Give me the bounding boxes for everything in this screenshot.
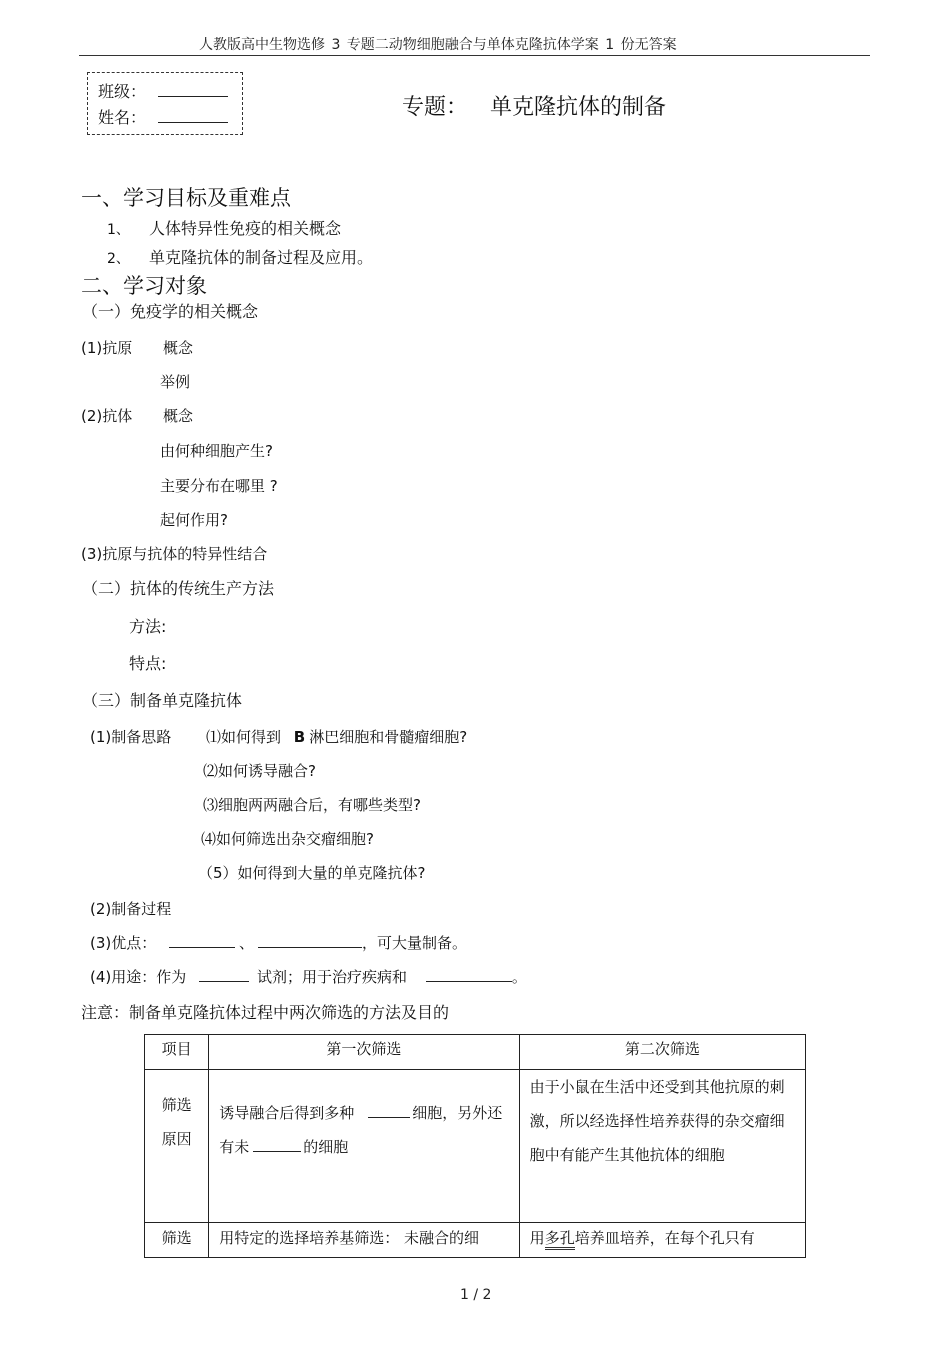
row1-second-text: 由于小鼠在生活中还受到其他抗原的刺激，所以经选择性培养获得的杂交瘤细胞中有能产生其他抗体的细胞 (529, 1078, 785, 1164)
row2-second-pre: 用 (529, 1229, 545, 1247)
row1-first (209, 1070, 519, 1223)
name-box (87, 72, 243, 135)
goal-text: 人体特异性免疫的相关概念 (149, 219, 342, 238)
antigen-label: (1)抗原 (81, 339, 133, 357)
name-label: 姓名： (98, 108, 147, 127)
goal-item-2 (107, 245, 373, 268)
screening-table (144, 1034, 806, 1258)
idea-q1-post: 淋巴细胞和骨髓瘤细胞? (309, 728, 468, 746)
method-label: 方法: (129, 617, 167, 636)
row2-first (209, 1223, 519, 1258)
use-label: (4)用途：作为 (90, 968, 187, 986)
adv-blank-2[interactable] (258, 933, 362, 948)
idea-q5: （5）如何得到大量的单克隆抗体? (198, 864, 426, 882)
page-number: 1 / 2 (460, 1287, 492, 1303)
class-row (98, 79, 228, 102)
section2-heading: 二、学习对象 (81, 274, 207, 298)
goal-num: 1、 (107, 222, 130, 238)
adv-end: ，可大量制备。 (362, 934, 468, 952)
part1-heading: （一）免疫学的相关概念 (82, 302, 259, 321)
advantages-line (90, 932, 467, 953)
section1-heading: 一、学习目标及重难点 (81, 186, 291, 210)
row1-label-1: 筛选 (161, 1096, 192, 1114)
row2-second (519, 1223, 805, 1258)
feature-label: 特点: (129, 654, 167, 673)
use-end: 。 (511, 968, 527, 986)
use-blank-1[interactable] (199, 967, 249, 982)
header-first: 第一次筛选 (209, 1035, 519, 1070)
row2-second-underlined: 多孔 (545, 1229, 575, 1250)
goal-num: 2、 (107, 251, 130, 267)
idea-q4: ⑷如何筛选出杂交瘤细胞? (201, 830, 374, 848)
table-row (145, 1223, 806, 1258)
table-header-row (145, 1035, 806, 1070)
use-mid: 试剂；用于治疗疾病和 (257, 968, 408, 986)
antibody-concept: 概念 (163, 407, 194, 425)
row1-first-end: 的细胞 (303, 1138, 349, 1156)
header-rule (79, 55, 870, 56)
idea-q1-b: B (293, 728, 306, 746)
uses-line (90, 966, 527, 987)
antibody-q3: 起何作用? (160, 511, 228, 529)
goal-item-1 (107, 216, 341, 239)
class-blank[interactable] (158, 84, 228, 97)
specific-binding: (3)抗原与抗体的特异性结合 (81, 545, 268, 563)
adv-blank-1[interactable] (169, 933, 235, 948)
title-main: 单克隆抗体的制备 (490, 95, 667, 120)
row1-blank-2[interactable] (253, 1137, 301, 1152)
name-row (98, 105, 228, 128)
antibody-q2: 主要分布在哪里 ? (160, 477, 278, 495)
part2-heading: （二）抗体的传统生产方法 (82, 579, 275, 598)
idea-q1 (206, 726, 467, 747)
idea-label: (1)制备思路 (90, 728, 172, 746)
part3-heading: （三）制备单克隆抗体 (82, 691, 243, 710)
idea-q3: ⑶细胞两两融合后，有哪些类型? (203, 796, 421, 814)
row1-first-mid: 细胞，另外还有未 (219, 1104, 503, 1156)
header-second: 第二次筛选 (519, 1035, 805, 1070)
process-label: (2)制备过程 (90, 900, 172, 918)
row1-label-2: 原因 (161, 1130, 192, 1148)
adv-sep: 、 (239, 934, 255, 952)
page-header: 人教版高中生物选修 3 专题二动物细胞融合与单体克隆抗体学案 1 份无答案 (199, 37, 677, 53)
row1-blank-1[interactable] (368, 1103, 410, 1118)
adv-label: (3)优点： (90, 934, 157, 952)
row2-second-post: 培养皿培养，在每个孔只有 (574, 1229, 755, 1247)
table-row (145, 1070, 806, 1223)
row2-label: 筛选 (145, 1223, 209, 1258)
row2-first-text: 用特定的选择培养基筛选： 未融合的细 (219, 1229, 479, 1247)
use-blank-2[interactable] (426, 967, 512, 982)
idea-q1-pre: ⑴如何得到 (206, 728, 282, 746)
antibody-label: (2)抗体 (81, 407, 133, 425)
header-item: 项目 (145, 1035, 209, 1070)
idea-q2: ⑵如何诱导融合? (203, 762, 316, 780)
antigen-concept: 概念 (163, 339, 194, 357)
row1-second (519, 1070, 805, 1223)
goal-text: 单克隆抗体的制备过程及应用。 (149, 248, 374, 267)
page-title (402, 90, 666, 121)
antigen-example: 举例 (160, 373, 191, 391)
row1-first-pre: 诱导融合后得到多种 (219, 1104, 355, 1122)
antibody-q1: 由何种细胞产生? (160, 442, 273, 460)
title-prefix: 专题： (402, 95, 469, 120)
name-blank[interactable] (158, 110, 228, 123)
row1-label (145, 1070, 209, 1223)
class-label: 班级： (98, 82, 147, 101)
note: 注意：制备单克隆抗体过程中两次筛选的方法及目的 (81, 1003, 450, 1022)
